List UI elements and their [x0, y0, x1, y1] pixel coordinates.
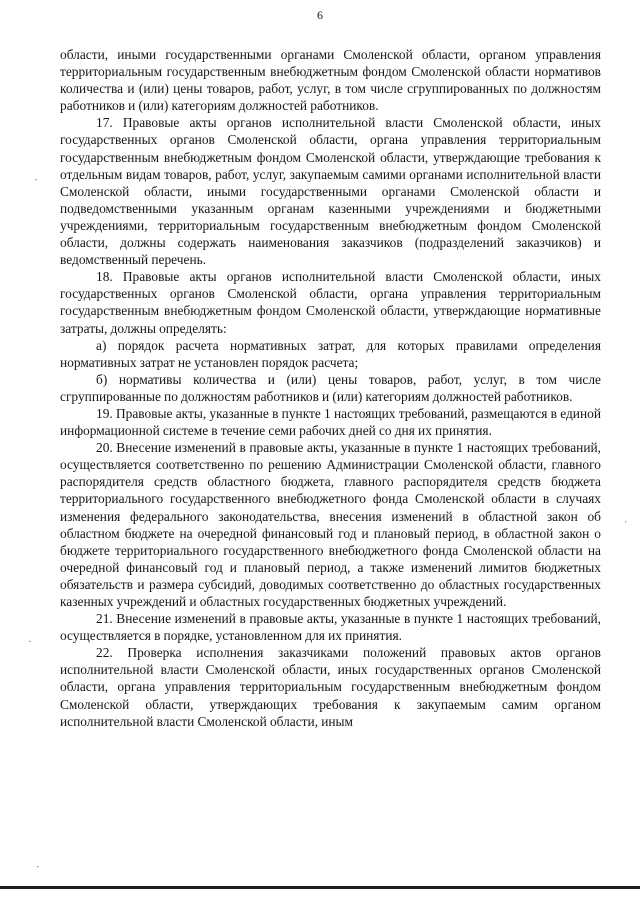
- scan-speck: ˏ: [34, 169, 38, 181]
- paragraph-17: 17. Правовые акты органов исполнительной власти Смоленской области, иных государственных органов Смоленской области, органа управления территориальным государственным внебюджетным фондом Смоленской области, утверждающие требования к отдельным видам товаров, работ, услуг, закупаемым самими органами исполнительной власти Смоленской области, иными государственными органами Смоленской области и подведомственными указанным органам казенными учреждениями и бюджетными учреждениями, территориальным государственным внебюджетным фондом Смоленской области, должны содержать наименования заказчиков (подразделений заказчиков) и ведомственный перечень.: [60, 115, 601, 268]
- paragraph-18-b: б) нормативы количества и (или) цены товаров, работ, услуг, в том числе сгруппированные по должностям работников и (или) категориям должностей работников.: [60, 371, 601, 404]
- paragraph-18-a: а) порядок расчета нормативных затрат, для которых правилами определения нормативных затрат не установлен порядок расчета;: [60, 337, 601, 370]
- paragraph-21: 21. Внесение изменений в правовые акты, указанные в пункте 1 настоящих требований, осуществляется в порядке, установленном для их принятия.: [60, 611, 601, 644]
- page-number: 6: [317, 8, 323, 22]
- paragraph-20: 20. Внесение изменений в правовые акты, указанные в пункте 1 настоящих требований, осуществляется соответственно по решению Администрации Смоленской области, главного распорядителя средств областного бюджета, главного распорядителя средств бюджета территориального государственного внебюджетного фонда Смоленской области в случаях изменения федерального законодательства, внесения изменений в областной закон об областном бюджете на очередной финансовый год и плановый период, в областной закон о бюджете территориального государственного внебюджетного фонда Смоленской области на очередной финансовый год и плановый период, а также изменений лимитов бюджетных обязательств и размера субсидий, доводимых соответственно до областных государственных казенных учреждений и областных государственных бюджетных учреждений.: [60, 440, 601, 609]
- scan-speck: ˏ: [36, 856, 40, 868]
- scan-speck: ˌ: [624, 511, 628, 523]
- paragraph-continued: области, иными государственными органами Смоленской области, органом управления территориальным государственным внебюджетным фондом Смоленской области нормативов количества и (или) цены товаров, работ, услуг, в том числе сгруппированных по должностям работников и (или) категориям должностей работников.: [60, 47, 601, 114]
- paragraph-19: 19. Правовые акты, указанные в пункте 1 настоящих требований, размещаются в единой информационной системе в течение семи рабочих дней со дня их принятия.: [60, 405, 601, 439]
- paragraph-22: 22. Проверка исполнения заказчиками положений правовых актов органов исполнительной власти Смоленской области, иных государственных органов Смоленской области, органа управления территориальным государственным внебюджетным фондом Смоленской области, утверждающих требования к закупаемым самим органом исполнительной власти Смоленской области, иным: [60, 645, 601, 729]
- bottom-scan-edge: [0, 886, 640, 889]
- paragraph-18: 18. Правовые акты органов исполнительной власти Смоленской области, иных государственных органов Смоленской области, органа управления территориальным государственным внебюджетным фондом Смоленской области, утверждающие нормативные затраты, должны определять:: [60, 269, 601, 336]
- scan-speck: ·: [28, 636, 32, 648]
- document-body: [60, 46, 601, 730]
